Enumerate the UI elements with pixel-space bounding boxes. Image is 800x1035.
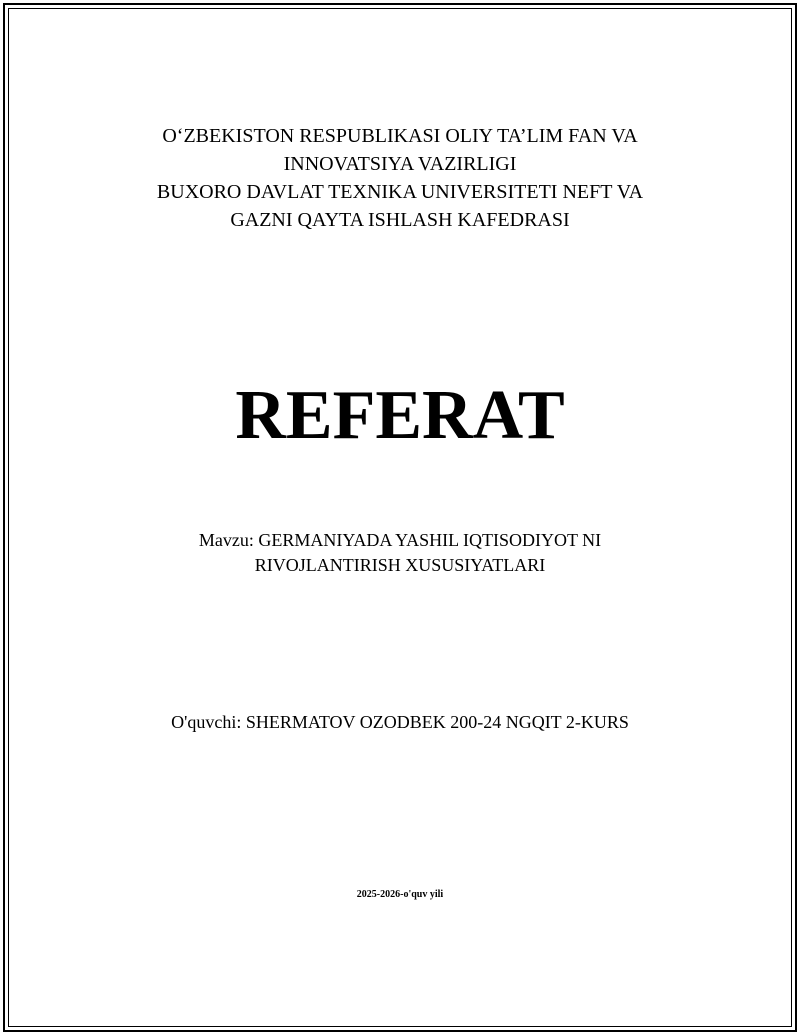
institution-header <box>0 122 800 234</box>
header-line-2: INNOVATSIYA VAZIRLIGI <box>283 153 517 175</box>
header-line-4: GAZNI QAYTA ISHLASH KAFEDRASI <box>230 209 570 231</box>
document-title: REFERAT <box>235 377 565 454</box>
header-line-1: O‘ZBEKISTON RESPUBLIKASI OLIY TA’LIM FAN VA <box>162 125 638 147</box>
header-line-3: BUXORO DAVLAT TEXNIKA UNIVERSITETI NEFT VA <box>156 181 644 203</box>
student-info: O'quvchi: SHERMATOV OZODBEK 200-24 NGQIT 2-KURS <box>171 712 629 732</box>
topic-line-1: Mavzu: GERMANIYADA YASHIL IQTISODIYOT NI <box>198 530 602 550</box>
topic <box>0 528 800 578</box>
academic-year: 2025-2026-o'quv yili <box>356 889 444 900</box>
topic-line-2: RIVOJLANTIRISH XUSUSIYATLARI <box>254 555 546 575</box>
